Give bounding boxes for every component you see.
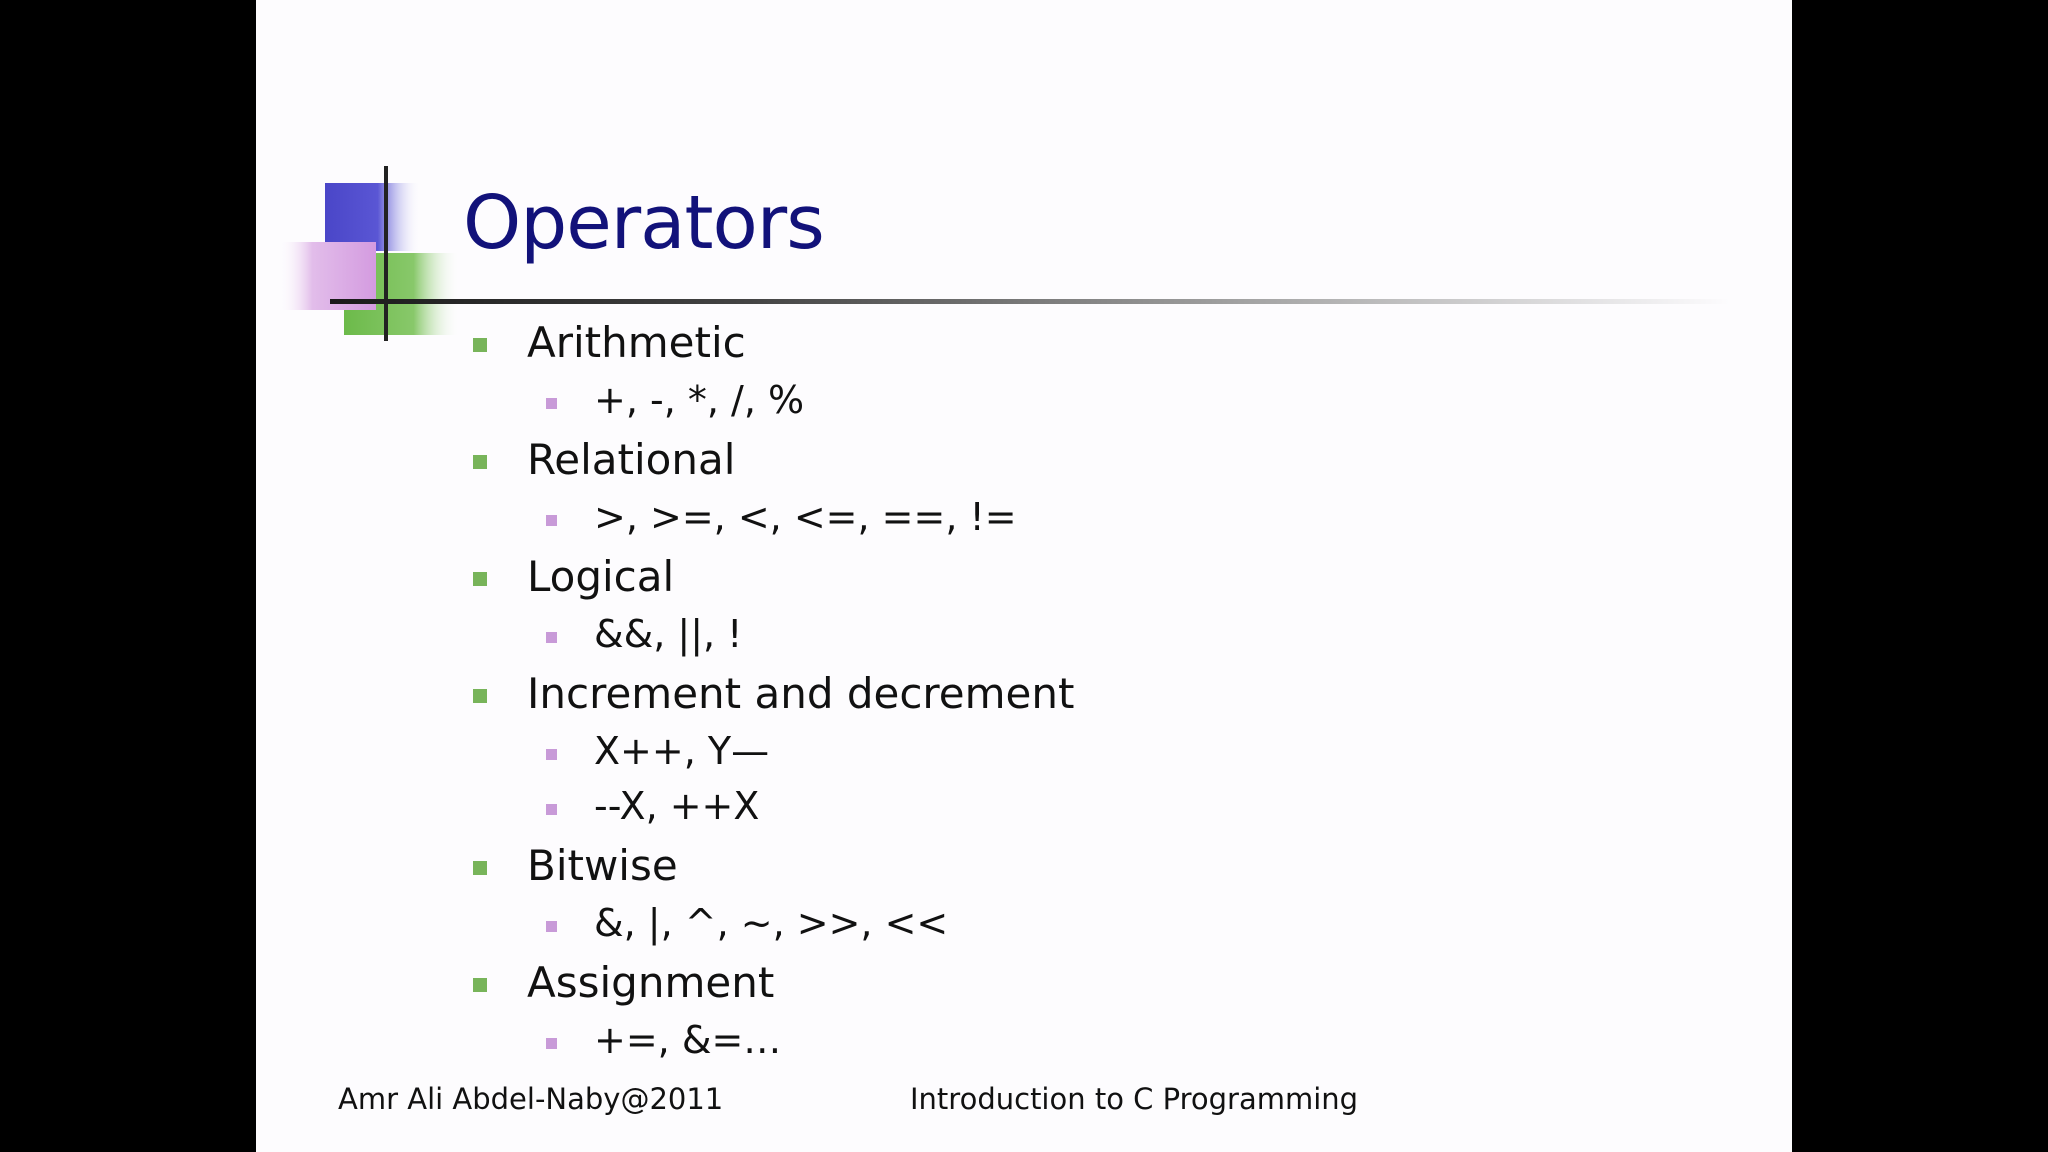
list-item (594, 612, 742, 656)
item-text: Arithmetic (527, 318, 746, 367)
bullet-marker (473, 338, 487, 352)
sub-bullet-marker (546, 1038, 557, 1049)
item-text: Increment and decrement (527, 669, 1075, 718)
item-text: Assignment (527, 958, 775, 1007)
list-item (527, 435, 735, 484)
bullet-marker (473, 978, 487, 992)
list-item (594, 378, 804, 422)
list-item (527, 318, 746, 367)
item-text: &, |, ^, ~, >>, << (594, 901, 949, 945)
bullet-marker (473, 455, 487, 469)
sub-bullet-marker (546, 632, 557, 643)
footer-author: Amr Ali Abdel-Naby@2011 (338, 1082, 724, 1116)
item-text: +=, &=… (594, 1018, 782, 1062)
list-item (527, 552, 674, 601)
sub-bullet-marker (546, 804, 557, 815)
bullet-list (256, 0, 1792, 1152)
item-text: Logical (527, 552, 675, 601)
list-item (594, 1018, 781, 1062)
bullet-marker (473, 572, 487, 586)
list-item (594, 784, 759, 828)
slide-title: Operators (463, 180, 824, 266)
sub-bullet-marker (546, 921, 557, 932)
list-item (527, 958, 774, 1007)
bullet-marker (473, 689, 487, 703)
item-text: Relational (527, 435, 736, 484)
footer-course-title: Introduction to C Programming (910, 1082, 1359, 1116)
list-item (594, 729, 769, 773)
item-text: >, >=, <, <=, ==, != (594, 495, 1017, 539)
list-item (527, 669, 1074, 718)
item-text: X++, Y— (594, 729, 770, 773)
list-item (527, 841, 678, 890)
sub-bullet-marker (546, 398, 557, 409)
item-text: --X, ++X (594, 784, 760, 828)
list-item (594, 901, 948, 945)
item-text: Bitwise (527, 841, 678, 890)
item-text: +, -, *, /, % (594, 378, 805, 422)
item-text: &&, ||, ! (594, 612, 743, 656)
sub-bullet-marker (546, 515, 557, 526)
sub-bullet-marker (546, 749, 557, 760)
slide (256, 0, 1792, 1152)
list-item (594, 495, 1017, 539)
bullet-marker (473, 861, 487, 875)
